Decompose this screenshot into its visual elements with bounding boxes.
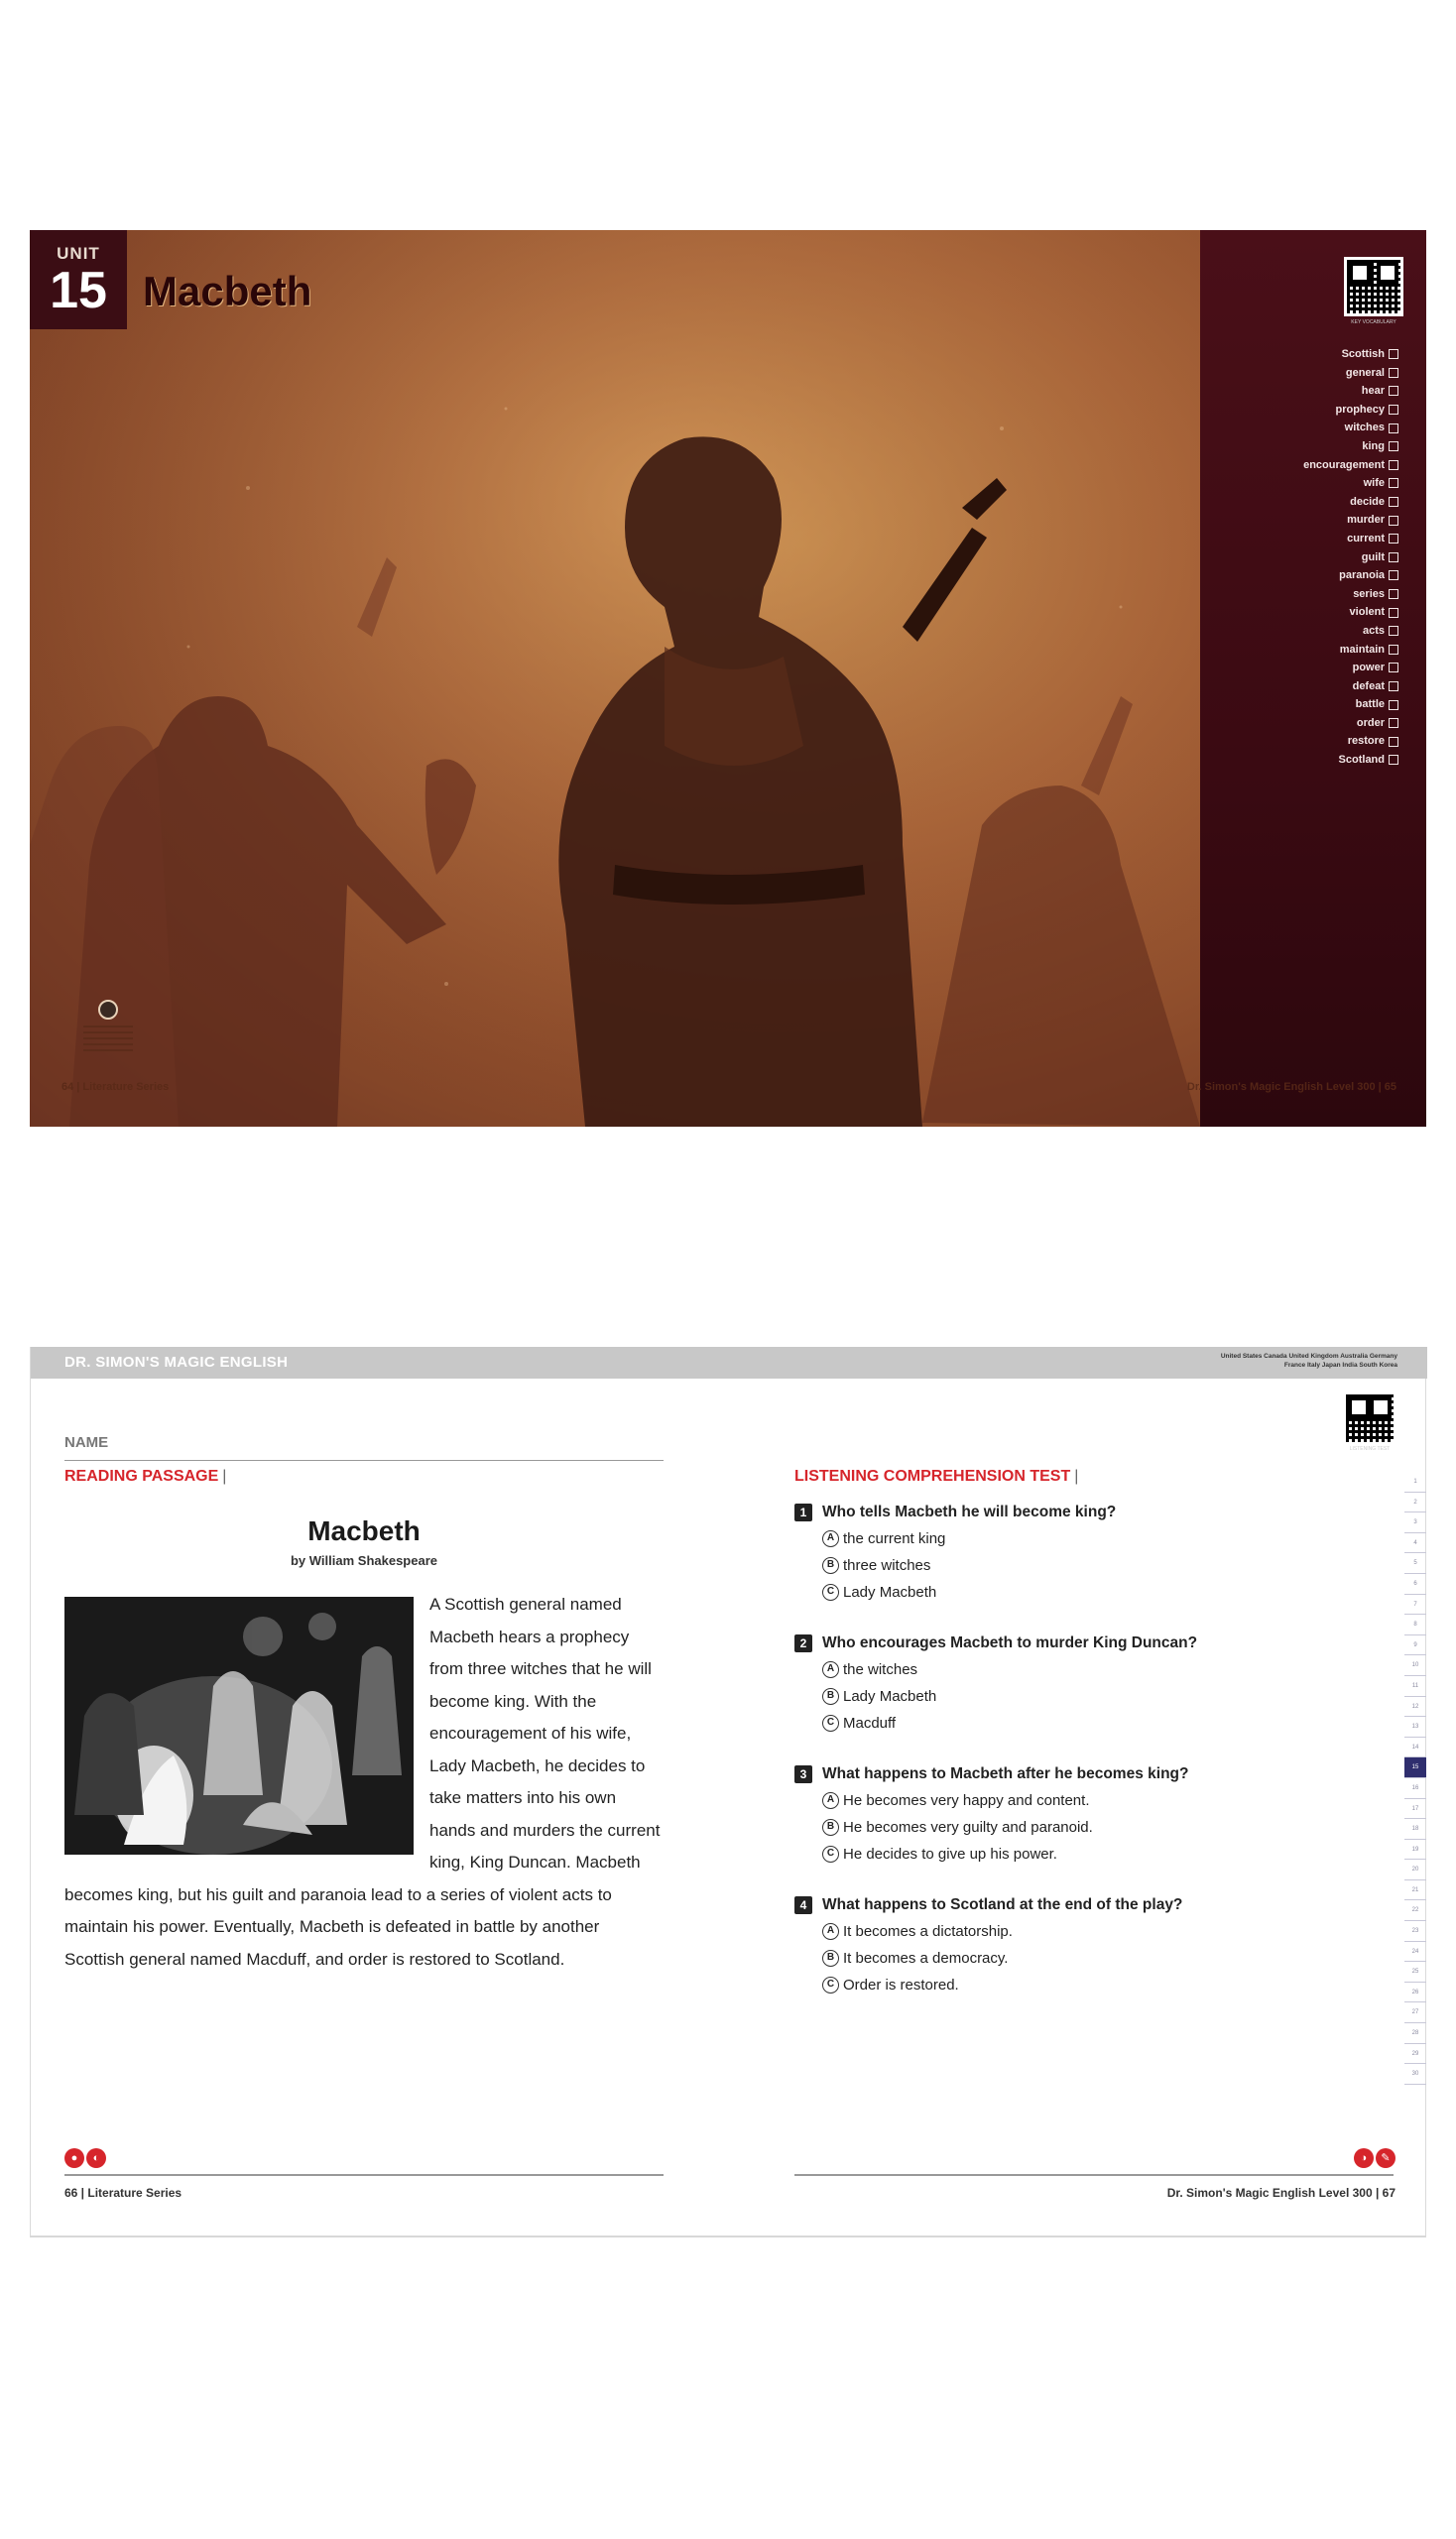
speaking-icon: ◐: [86, 2148, 106, 2168]
page-footer-left: 64 | Literature Series: [61, 1081, 170, 1093]
vocabulary-checkbox[interactable]: [1389, 460, 1398, 470]
vocabulary-checkbox[interactable]: [1389, 663, 1398, 672]
vocabulary-word: Scotland: [1338, 754, 1385, 767]
vocabulary-checkbox[interactable]: [1389, 534, 1398, 544]
unit-tab[interactable]: 21: [1404, 1880, 1426, 1901]
vocabulary-checkbox[interactable]: [1389, 608, 1398, 618]
vocabulary-word: violent: [1349, 606, 1385, 619]
vocabulary-checkbox[interactable]: [1389, 755, 1398, 765]
reading-icon: ●: [64, 2148, 84, 2168]
unit-tab[interactable]: 16: [1404, 1778, 1426, 1799]
option-letter-circle[interactable]: B: [822, 1819, 839, 1836]
passage-text: A Scottish general named Macbeth hears a prophecy from three witches that he will become king. With the encouragement of his wife, Lady Macbeth, he decides to take matters into his own hands and murders the current king, King Duncan. Macbeth becomes king, but his guilt and paranoia lead to a series of violent acts to maintain his power. Eventually, Macbeth is defeated in battle by another Scottish general named Macduff, and order is restored to Scotland.: [64, 1595, 661, 1969]
vocabulary-checkbox[interactable]: [1389, 737, 1398, 747]
vocabulary-checkbox[interactable]: [1389, 368, 1398, 378]
unit-tab[interactable]: 19: [1404, 1840, 1426, 1861]
question-3: [794, 1765, 1390, 1868]
vocabulary-item: [1303, 585, 1398, 604]
page-footer-right: Dr. Simon's Magic English Level 300 | 65: [1186, 1081, 1396, 1093]
vocabulary-checkbox[interactable]: [1389, 681, 1398, 691]
reading-listening-spread: [30, 1347, 1426, 2237]
vocabulary-item: [1303, 732, 1398, 751]
reading-passage-heading-text: READING PASSAGE: [64, 1468, 219, 1485]
question-prompt: [794, 1504, 1390, 1521]
reading-page-icons: [64, 2148, 108, 2168]
vocabulary-word: power: [1352, 662, 1385, 674]
name-write-line[interactable]: [64, 1460, 664, 1461]
unit-tab[interactable]: 13: [1404, 1717, 1426, 1738]
option-text: Macduff: [843, 1715, 897, 1732]
option-letter-circle[interactable]: B: [822, 1557, 839, 1574]
vocabulary-checkbox[interactable]: [1389, 441, 1398, 451]
listening-page-icons: [1354, 2148, 1397, 2168]
passage-body: [64, 1589, 664, 1976]
vocabulary-checkbox[interactable]: [1389, 552, 1398, 562]
listening-qr-caption: LISTENING TEST: [1349, 1446, 1391, 1452]
unit-tab[interactable]: 17: [1404, 1799, 1426, 1820]
vocabulary-word: hear: [1361, 385, 1385, 398]
vocabulary-checkbox[interactable]: [1389, 626, 1398, 636]
vocabulary-checkbox[interactable]: [1389, 700, 1398, 710]
unit-tab[interactable]: 26: [1404, 1983, 1426, 2003]
vocabulary-item: [1303, 641, 1398, 660]
option-text: He decides to give up his power.: [843, 1846, 1057, 1863]
answer-option[interactable]: [822, 1525, 1390, 1552]
unit-tab[interactable]: 2: [1404, 1493, 1426, 1513]
listening-test-heading-text: LISTENING COMPREHENSION TEST: [794, 1468, 1071, 1485]
question-text: Who encourages Macbeth to murder King Duncan?: [822, 1634, 1198, 1651]
question-2: [794, 1634, 1390, 1737]
illustration-wrap-space: [64, 1589, 429, 1878]
vocabulary-item: [1303, 714, 1398, 733]
header-band: [31, 1347, 1427, 1379]
option-text: It becomes a dictatorship.: [843, 1923, 1013, 1940]
unit-tab[interactable]: 28: [1404, 2023, 1426, 2044]
vocabulary-item: [1303, 437, 1398, 456]
unit-index-tabs: [1404, 1472, 1426, 2085]
unit-tab[interactable]: 10: [1404, 1655, 1426, 1676]
option-letter-circle[interactable]: A: [822, 1923, 839, 1940]
question-text: What happens to Scotland at the end of the play?: [822, 1896, 1183, 1913]
unit-tab[interactable]: 24: [1404, 1942, 1426, 1963]
option-text: Lady Macbeth: [843, 1688, 937, 1705]
vocabulary-checkbox[interactable]: [1389, 570, 1398, 580]
vocabulary-item: [1303, 603, 1398, 622]
unit-tab[interactable]: 20: [1404, 1860, 1426, 1880]
author-avatar: [98, 1000, 118, 1020]
unit-tab[interactable]: 30: [1404, 2064, 1426, 2085]
vocabulary-item: [1303, 364, 1398, 383]
vocabulary-word: wife: [1363, 477, 1385, 490]
vocabulary-item: [1303, 548, 1398, 567]
vocabulary-item: [1303, 677, 1398, 696]
unit-tab[interactable]: 22: [1404, 1900, 1426, 1921]
vocabulary-item: [1303, 659, 1398, 677]
brand-name: DR. SIMON'S MAGIC ENGLISH: [64, 1354, 289, 1371]
option-letter-circle[interactable]: C: [822, 1584, 839, 1601]
answer-option[interactable]: [822, 1841, 1390, 1868]
question-number: 2: [794, 1634, 812, 1652]
unit-tab[interactable]: 18: [1404, 1819, 1426, 1840]
vocabulary-checkbox[interactable]: [1389, 516, 1398, 526]
left-footer-rule: [64, 2174, 664, 2176]
vocabulary-word: current: [1347, 532, 1385, 544]
option-letter-circle[interactable]: C: [822, 1846, 839, 1863]
vocabulary-checkbox[interactable]: [1389, 645, 1398, 655]
option-letter-circle[interactable]: A: [822, 1530, 839, 1547]
listening-qr-code-icon[interactable]: [1346, 1394, 1394, 1442]
unit-number: 15: [50, 262, 107, 319]
unit-tab[interactable]: 9: [1404, 1635, 1426, 1656]
vocabulary-word: guilt: [1361, 550, 1385, 563]
option-letter-circle[interactable]: A: [822, 1661, 839, 1678]
vocabulary-checkbox[interactable]: [1389, 405, 1398, 415]
answer-option[interactable]: [822, 1945, 1390, 1972]
unit-tab[interactable]: 5: [1404, 1553, 1426, 1574]
vocabulary-item: [1303, 493, 1398, 512]
vocabulary-word: general: [1345, 366, 1385, 379]
vocabulary-word: witches: [1344, 422, 1385, 434]
vocabulary-word: prophecy: [1335, 403, 1385, 416]
vocabulary-checklist: [1303, 345, 1398, 770]
unit-tab[interactable]: 15: [1404, 1757, 1426, 1778]
vocabulary-checkbox[interactable]: [1389, 718, 1398, 728]
vocabulary-item: [1303, 566, 1398, 585]
answer-option[interactable]: [822, 1552, 1390, 1579]
unit-tab[interactable]: 14: [1404, 1738, 1426, 1758]
unit-tab[interactable]: 8: [1404, 1615, 1426, 1635]
unit-tab[interactable]: 25: [1404, 1962, 1426, 1983]
vocabulary-word: murder: [1347, 514, 1385, 527]
vocabulary-item: [1303, 751, 1398, 770]
vocabulary-checkbox[interactable]: [1389, 349, 1398, 359]
vocabulary-item: [1303, 511, 1398, 530]
answer-option[interactable]: [822, 1814, 1390, 1841]
vocabulary-word: battle: [1355, 698, 1385, 711]
answer-option[interactable]: [822, 1918, 1390, 1945]
unit-tab[interactable]: 6: [1404, 1574, 1426, 1595]
answer-option[interactable]: [822, 1710, 1390, 1737]
listening-icon: ◑: [1354, 2148, 1374, 2168]
vocabulary-item: [1303, 474, 1398, 493]
author-info-lines: [83, 1026, 133, 1053]
vocabulary-checkbox[interactable]: [1389, 589, 1398, 599]
vocabulary-word: decide: [1350, 495, 1385, 508]
vocabulary-panel: [1200, 230, 1426, 1127]
vocabulary-word: paranoia: [1339, 569, 1385, 582]
unit-number-box: [30, 230, 127, 329]
vocabulary-checkbox[interactable]: [1389, 386, 1398, 396]
macbeth-film-still: [30, 230, 1200, 1127]
vocabulary-item: [1303, 382, 1398, 401]
question-number: 4: [794, 1896, 812, 1914]
option-text: Lady Macbeth: [843, 1584, 937, 1601]
unit-tab[interactable]: 29: [1404, 2044, 1426, 2065]
answer-option[interactable]: [822, 1683, 1390, 1710]
unit-tab[interactable]: 12: [1404, 1697, 1426, 1718]
option-text: the current king: [843, 1530, 946, 1547]
option-text: He becomes very happy and content.: [843, 1792, 1090, 1809]
question-text: Who tells Macbeth he will become king?: [822, 1504, 1117, 1520]
vocabulary-item: [1303, 695, 1398, 714]
vocabulary-word: maintain: [1339, 643, 1385, 656]
vocabulary-checkbox[interactable]: [1389, 478, 1398, 488]
question-text: What happens to Macbeth after he becomes king?: [822, 1765, 1189, 1782]
vocabulary-word: series: [1353, 587, 1385, 600]
question-prompt: [794, 1896, 1390, 1914]
option-text: Order is restored.: [843, 1977, 959, 1994]
answer-option[interactable]: [822, 1579, 1390, 1606]
countries-list: United States Canada United Kingdom Australia Germany France Italy Japan India South Korea: [1220, 1353, 1397, 1369]
question-prompt: [794, 1765, 1390, 1783]
option-letter-circle[interactable]: A: [822, 1792, 839, 1809]
vocabulary-word: king: [1362, 439, 1385, 452]
reading-passage-heading: READING PASSAGE |: [64, 1468, 227, 1485]
right-footer-rule: [794, 2174, 1394, 2176]
vocabulary-item: [1303, 456, 1398, 475]
option-letter-circle[interactable]: C: [822, 1977, 839, 1994]
question-number: 3: [794, 1765, 812, 1783]
page-footer-right: Dr. Simon's Magic English Level 300 | 67: [1166, 2186, 1395, 2200]
answer-option[interactable]: [822, 1972, 1390, 1998]
unit-tab[interactable]: 23: [1404, 1921, 1426, 1942]
question-prompt: [794, 1634, 1390, 1652]
unit-tab[interactable]: 7: [1404, 1595, 1426, 1616]
unit-title: Macbeth: [143, 268, 312, 314]
unit-tab[interactable]: 27: [1404, 2002, 1426, 2023]
unit-tab[interactable]: 1: [1404, 1472, 1426, 1493]
vocabulary-word: defeat: [1352, 679, 1385, 692]
question-1: [794, 1504, 1390, 1606]
name-label: NAME: [64, 1434, 109, 1451]
vocabulary-item: [1303, 419, 1398, 437]
passage-title: Macbeth: [307, 1515, 421, 1546]
option-text: He becomes very guilty and paranoid.: [843, 1819, 1093, 1836]
qr-caption: KEY VOCABULARY: [1351, 319, 1396, 325]
unit-opener-spread: [30, 230, 1426, 1127]
unit-label: UNIT: [57, 244, 100, 263]
unit-tab[interactable]: 11: [1404, 1676, 1426, 1697]
question-4: [794, 1896, 1390, 1998]
vocabulary-item: [1303, 530, 1398, 548]
vocabulary-item: [1303, 401, 1398, 420]
option-text: It becomes a democracy.: [843, 1950, 1009, 1967]
option-letter-circle[interactable]: C: [822, 1715, 839, 1732]
vocabulary-word: acts: [1362, 624, 1385, 637]
passage-author: by William Shakespeare: [290, 1553, 437, 1568]
vocabulary-word: encouragement: [1303, 458, 1385, 471]
unit-tab[interactable]: 3: [1404, 1512, 1426, 1533]
writing-icon: ✎: [1376, 2148, 1395, 2168]
author-badge: [83, 1000, 133, 1053]
option-letter-circle[interactable]: B: [822, 1950, 839, 1967]
vocabulary-word: restore: [1347, 735, 1385, 748]
vocabulary-checkbox[interactable]: [1389, 423, 1398, 433]
answer-option[interactable]: [822, 1656, 1390, 1683]
vocabulary-item: [1303, 345, 1398, 364]
vocabulary-word: order: [1356, 716, 1385, 729]
question-number: 1: [794, 1504, 812, 1521]
page-footer-left: 66 | Literature Series: [64, 2186, 182, 2200]
option-text: the witches: [843, 1661, 918, 1678]
unit-tab[interactable]: 4: [1404, 1533, 1426, 1554]
option-letter-circle[interactable]: B: [822, 1688, 839, 1705]
vocabulary-item: [1303, 622, 1398, 641]
vocabulary-qr-code-icon[interactable]: [1347, 260, 1400, 313]
option-text: three witches: [843, 1557, 931, 1574]
vocabulary-checkbox[interactable]: [1389, 497, 1398, 507]
answer-option[interactable]: [822, 1787, 1390, 1814]
listening-test-heading: LISTENING COMPREHENSION TEST |: [794, 1468, 1079, 1485]
vocabulary-word: Scottish: [1341, 348, 1385, 360]
